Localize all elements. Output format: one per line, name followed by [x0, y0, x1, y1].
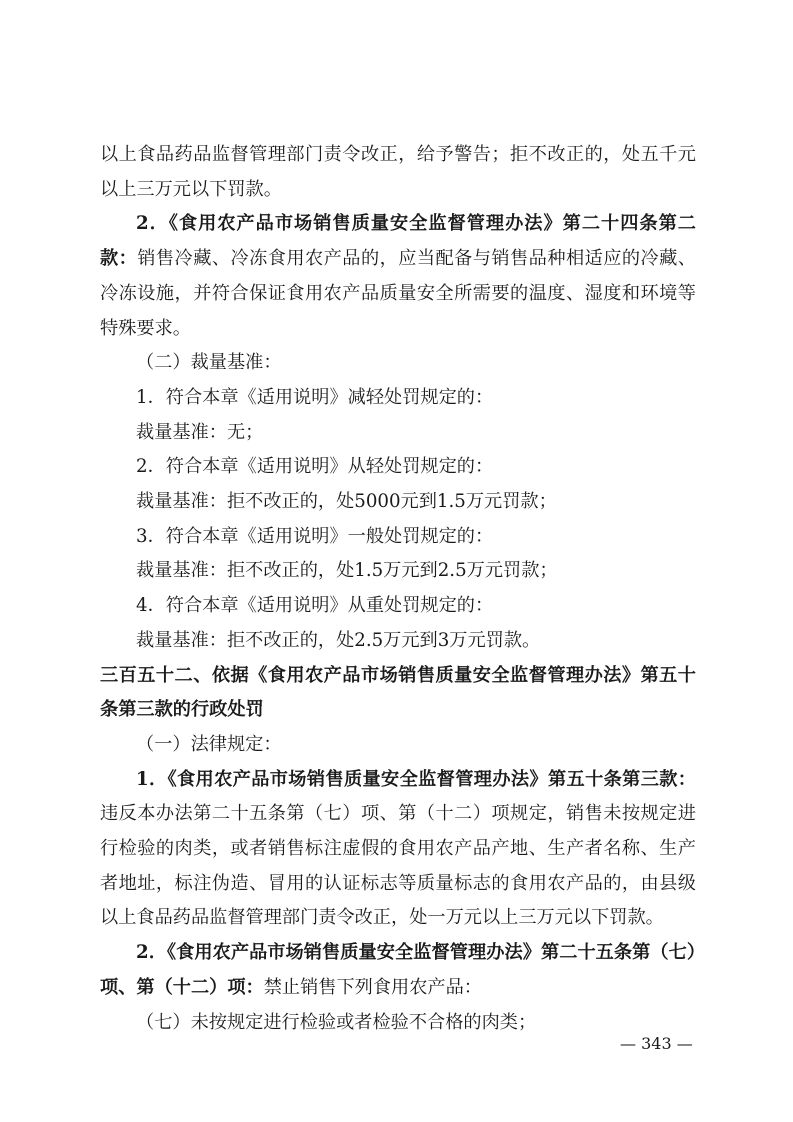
- section-heading: [100, 659, 696, 728]
- paragraph-5: [100, 416, 696, 451]
- paragraph-bold-lead: 2．《食用农产品市场销售质量安全监督管理办法》第二十五条第（七）项、第（十二）项：: [100, 942, 696, 998]
- paragraph-13: [100, 728, 696, 763]
- paragraph-7: [100, 485, 696, 520]
- paragraph-text: 裁量基准：无；: [136, 421, 264, 443]
- paragraph-10: [100, 589, 696, 624]
- paragraph-9: [100, 554, 696, 589]
- paragraph-text: （七）未按规定进行检验或者检验不合格的肉类；: [136, 1011, 537, 1033]
- paragraph-3: [100, 346, 696, 381]
- paragraph-text: （二）裁量基准：: [136, 352, 282, 374]
- paragraph-11: [100, 624, 696, 659]
- paragraph-14: [100, 763, 696, 937]
- paragraph-6: [100, 450, 696, 485]
- page-number: — 343 —: [620, 1034, 693, 1053]
- paragraph-text: 4．符合本章《适用说明》从重处罚规定的：: [136, 595, 494, 617]
- document-body: [100, 138, 696, 1040]
- paragraph-16: [100, 1006, 696, 1041]
- paragraph-text: 销售冷藏、冷冻食用农产品的，应当配备与销售品种相适应的冷藏、冷冻设施，并符合保证食用农产品质量安全所需要的温度、湿度和环境等特殊要求。: [100, 248, 696, 339]
- paragraph-text: 3．符合本章《适用说明》一般处罚规定的：: [136, 525, 494, 547]
- paragraph-text: 以上食品药品监督管理部门责令改正，给予警告；拒不改正的，处五千元以上三万元以下罚款。: [100, 144, 696, 200]
- paragraph-text: 违反本办法第二十五条第（七）项、第（十二）项规定，销售未按规定进行检验的肉类，或者销售标注虚假的食用农产品产地、生产者名称、生产者地址，标注伪造、冒用的认证标志等质量标志的食用农产品的，由县级以上食品药品监督管理部门责令改正，处一万元以上三万元以下罚款。: [100, 803, 696, 929]
- paragraph-text: 裁量基准：拒不改正的，处5000元到1.5万元罚款；: [136, 491, 557, 513]
- paragraph-text: 裁量基准：拒不改正的，处1.5万元到2.5万元罚款；: [136, 560, 558, 582]
- paragraph-bold-lead: 2．《食用农产品市场销售质量安全监督管理办法》第二十四条第二款：: [100, 213, 696, 270]
- paragraph-bold-lead: 1．《食用农产品市场销售质量安全监督管理办法》第五十条第三款：: [136, 768, 696, 790]
- paragraph-text: 1．符合本章《适用说明》减轻处罚规定的：: [136, 386, 494, 408]
- paragraph-2: [100, 207, 696, 346]
- paragraph-text: 禁止销售下列食用农产品：: [263, 976, 482, 998]
- paragraph-4: [100, 381, 696, 416]
- paragraph-text: 2．符合本章《适用说明》从轻处罚规定的：: [136, 456, 494, 478]
- paragraph-1: [100, 138, 696, 207]
- paragraph-text: 裁量基准：拒不改正的，处2.5万元到3万元罚款。: [136, 629, 541, 651]
- section-heading-text: 三百五十二、依据《食用农产品市场销售质量安全监督管理办法》第五十条第三款的行政处罚: [100, 664, 696, 721]
- paragraph-8: [100, 520, 696, 555]
- paragraph-text: （一）法律规定：: [136, 733, 282, 755]
- paragraph-15: [100, 936, 696, 1005]
